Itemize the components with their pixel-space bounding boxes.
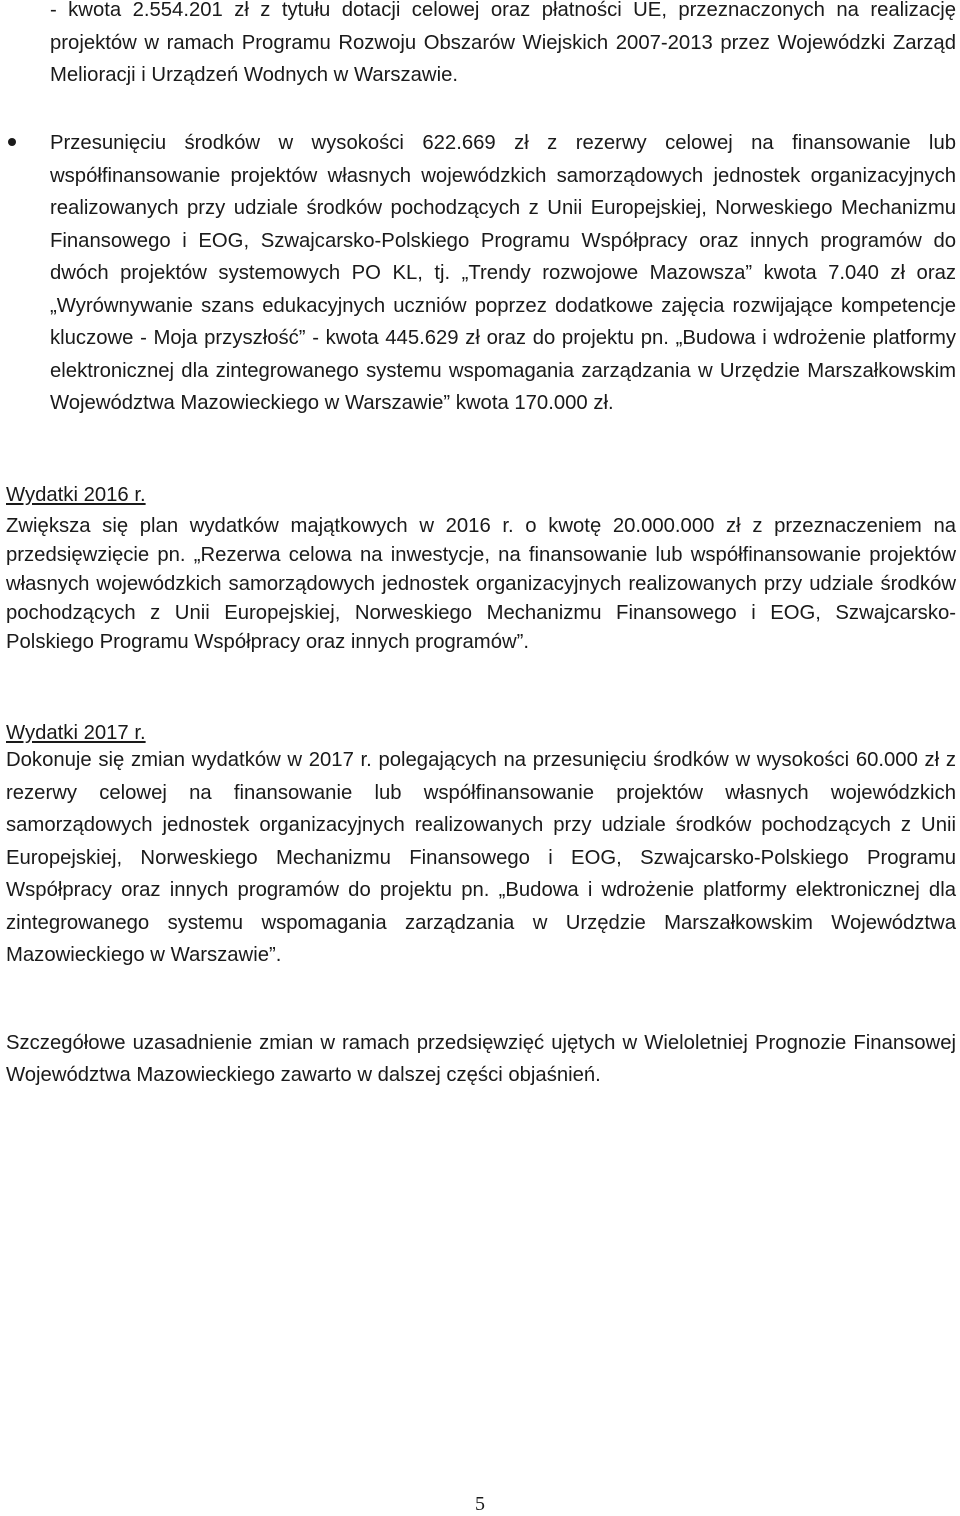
paragraph-wydatki-2016: Zwiększa się plan wydatków majątkowych w 2016 r. o kwotę 20.000.000 zł z przeznaczeniem na przedsięwzięcie pn. „Rezerwa celowa na inwestycje, na finansowanie lub współfinansowanie projektów własnych wojewódzkich samorządowych jednostek organizacyjnych realizowanych przy udziale środków pochodzących z Unii Europejskiej, Norweskiego Mechanizmu Finansowego i EOG, Szwajcarsko-Polskiego Programu Współpracy oraz innych programów”.: [6, 515, 956, 653]
bullet-paragraph: Przesunięciu środków w wysokości 622.669 zł z rezerwy celowej na finansowanie lub współfinansowanie projektów własnych wojewódzkich samorządowych jednostek organizacyjnych realizowanych przy udziale środków pochodzących z Unii Europejskiej, Norweskiego Mechanizmu Finansowego i EOG, Szwajcarsko-Polskiego Programu Współpracy oraz innych programów do dwóch projektów systemowych PO KL, tj. „Trendy rozwojowe Mazowsza” kwota 7.040 zł oraz „Wyrównywanie szans edukacyjnych uczniów poprzez dodatkowe zajęcia rozwijające kompetencje kluczowe - Moja przyszłość” - kwota 445.629 zł oraz do projektu pn. „Budowa i wdrożenie platformy elektronicznej dla zintegrowanego systemu wspomagania zarządzania w Urzędzie Marszałkowskim Województwa Mazowieckiego w Warszawie” kwota 170.000 zł.: [50, 132, 956, 414]
heading-wydatki-2016: Wydatki 2016 r.: [6, 484, 146, 506]
intro-paragraph: - kwota 2.554.201 zł z tytułu dotacji celowej oraz płatności UE, przeznaczonych na realizację projektów w ramach Programu Rozwoju Obszarów Wiejskich 2007-2013 przez Wojewódzki Zarząd Melioracji i Urządzeń Wodnych w Warszawie.: [50, 0, 956, 86]
paragraph-wydatki-2017: Dokonuje się zmian wydatków w 2017 r. polegających na przesunięciu środków w wysokości 60.000 zł z rezerwy celowej na finansowanie lub współfinansowanie projektów własnych wojewódzkich samorządowych jednostek organizacyjnych realizowanych przy udziale środków pochodzących z Unii Europejskiej, Norweskiego Mechanizmu Finansowego i EOG, Szwajcarsko-Polskiego Programu Współpracy oraz innych programów do projektu pn. „Budowa i wdrożenie platformy elektronicznej dla zintegrowanego systemu wspomagania zarządzania w Urzędzie Marszałkowskim Województwa Mazowieckiego w Warszawie”.: [6, 749, 956, 966]
bullet-dot-icon: [8, 138, 16, 146]
summary-paragraph: Szczegółowe uzasadnienie zmian w ramach przedsięwzięć ujętych w Wieloletniej Prognozie Finansowej Województwa Mazowieckiego zawarto w dalszej części objaśnień.: [6, 1032, 956, 1086]
heading-wydatki-2017: Wydatki 2017 r.: [6, 722, 146, 744]
page-number: 5: [475, 1493, 485, 1515]
